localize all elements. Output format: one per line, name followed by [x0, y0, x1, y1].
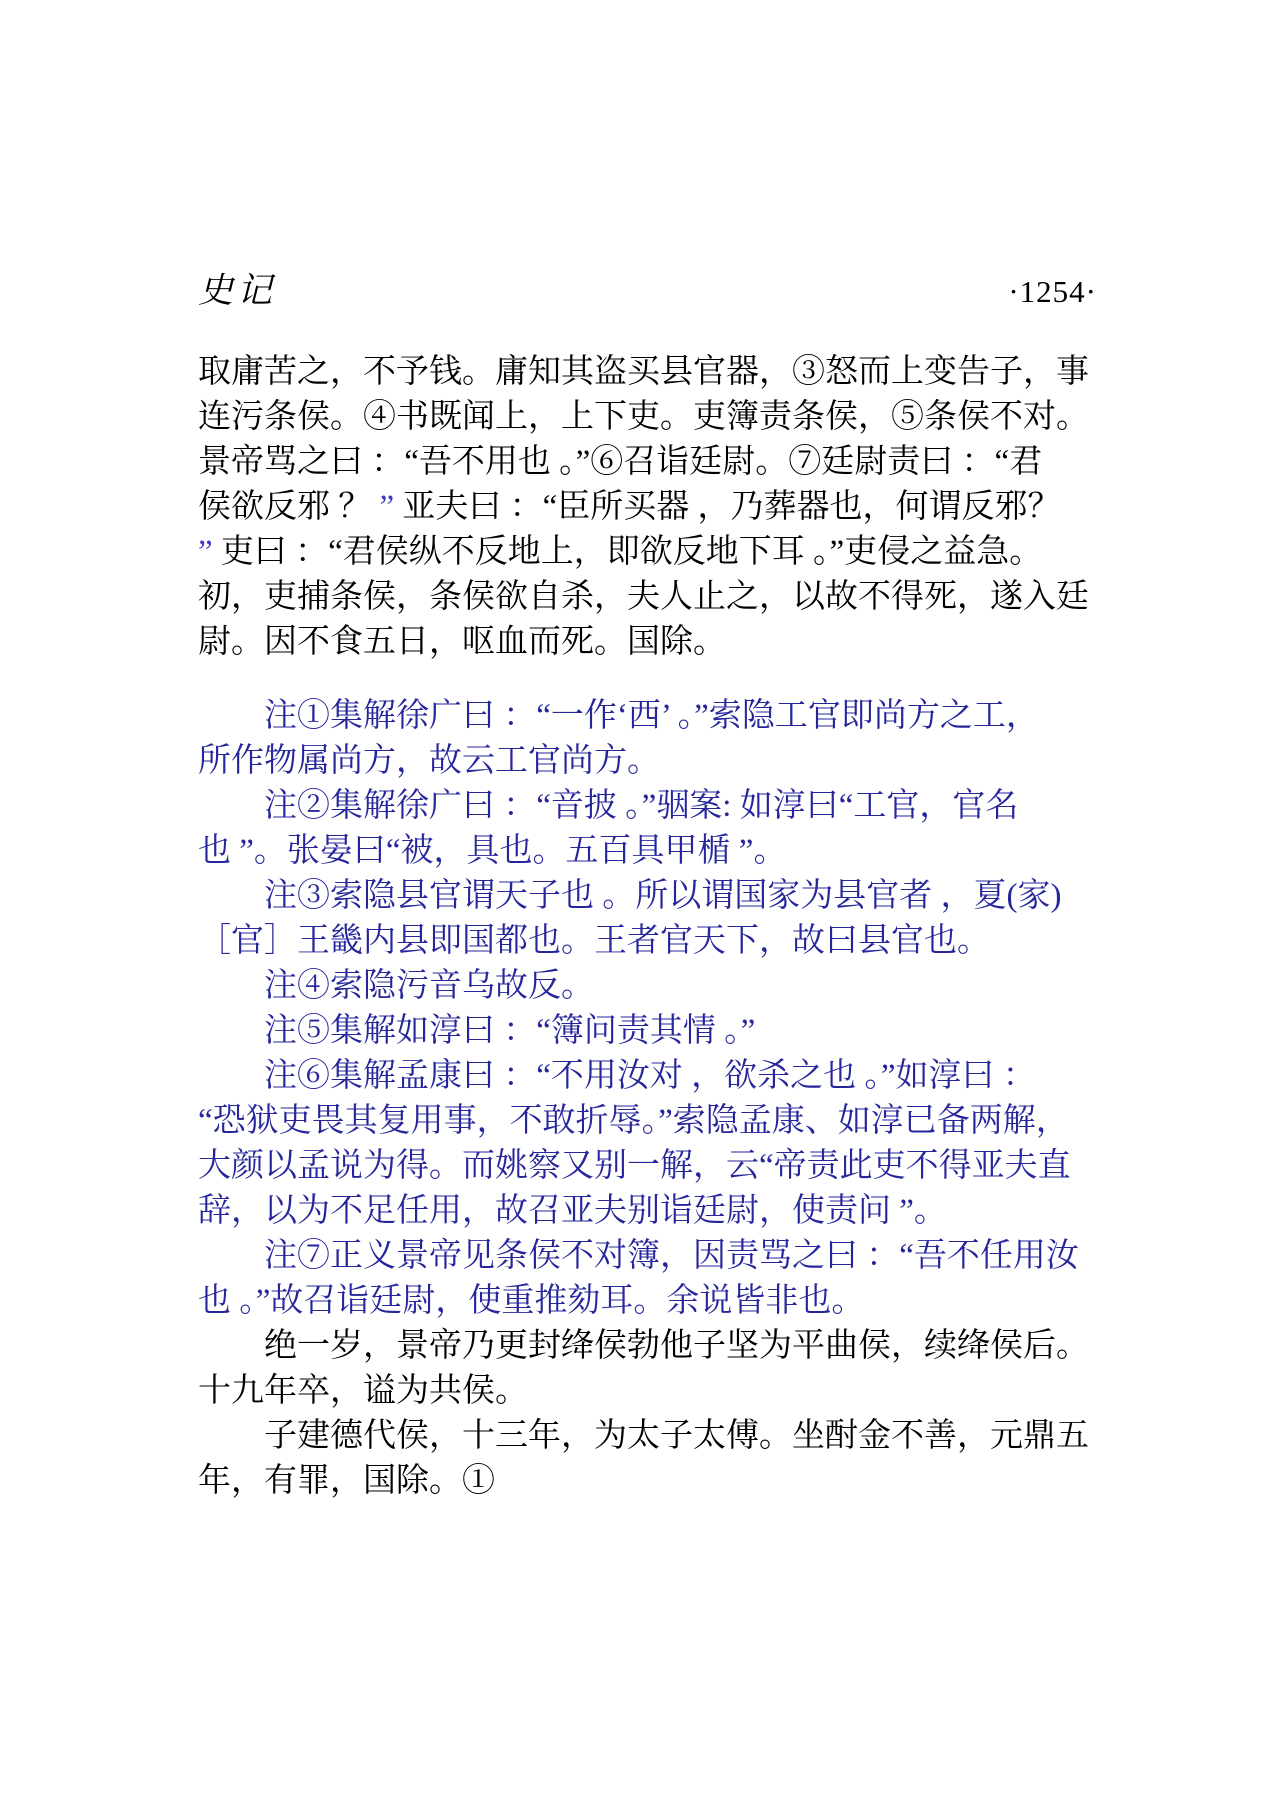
text-line: [198, 620, 1090, 665]
text-line: [198, 1099, 1090, 1144]
text-line: [198, 350, 1090, 395]
text-line: [198, 1009, 1090, 1054]
page-number: ·1254·: [1008, 274, 1097, 309]
text-segment: 注⑦正义景帝见条侯不对簿，因责骂之曰 ：“吾不任用汝: [264, 1238, 1079, 1274]
book-title: 史记: [198, 271, 277, 310]
text-segment: 取庸苦之，不予钱。庸知其盗买县官器，③怒而上变告子，事: [198, 354, 1089, 390]
text-segment: “恐狱吏畏其复用事，不敢折辱。”索隐孟康、如淳已备两解，: [198, 1103, 1069, 1139]
text-line: [198, 1144, 1090, 1189]
blue-quote-mark: ”: [379, 489, 395, 525]
text-line: [198, 1279, 1090, 1324]
text-line: [198, 1459, 1090, 1504]
text-segment: 大颜以孟说为得。而姚察又别一解，云“帝责此吏不得亚夫直: [198, 1148, 1071, 1184]
text-segment: ［官］王畿内县即国都也。王者官天下，故曰县官也。: [198, 923, 990, 959]
text-segment: 年，有罪，国除。①: [198, 1463, 495, 1499]
text-segment: 绝一岁，景帝乃更封绛侯勃他子坚为平曲侯，续绛侯后。: [264, 1328, 1089, 1364]
text-segment: 所作物属尚方，故云工官尚方。: [198, 743, 660, 779]
text-segment: 亚夫曰 ：“臣所买器 ，乃葬器也，何谓反邪？: [394, 489, 1061, 525]
text-segment: 初，吏捕条侯，条侯欲自杀，夫人止之，以故不得死，遂入廷: [198, 579, 1089, 615]
text-line: [198, 1189, 1090, 1234]
blue-quote-mark: ”: [198, 534, 213, 570]
text-line: [198, 395, 1090, 440]
text-segment: 注①集解徐广曰 ：“一作‘西’ 。”索隐工官即尚方之工，: [264, 698, 1039, 734]
text-line: [198, 530, 1090, 575]
text-segment: 侯欲反邪 ？: [198, 489, 380, 525]
text-segment: 也 ”。张晏曰“被，具也。五百具甲楯 ”。: [198, 833, 787, 869]
text-segment: 注②集解徐广曰 ：“音披 。”骃案: 如淳曰“工官，官名: [264, 788, 1019, 824]
text-line: [198, 1414, 1090, 1459]
text-segment: 也 。”故召诣廷尉，使重推劾耳。余说皆非也。: [198, 1283, 865, 1319]
text-segment: 景帝骂之曰 ：“吾不用也 。”⑥召诣廷尉。⑦廷尉责曰 ：“君: [198, 444, 1043, 480]
text-segment: 连污条侯。④书既闻上，上下吏。吏簿责条侯，⑤条侯不对。: [198, 399, 1089, 435]
text-line: [198, 784, 1090, 829]
text-segment: 子建德代侯，十三年，为太子太傅。坐酎金不善，元鼎五: [264, 1418, 1089, 1454]
annotations: [198, 694, 1090, 1324]
main-text-lower: [198, 1324, 1090, 1504]
text-line: [198, 1054, 1090, 1099]
text-line: [198, 1234, 1090, 1279]
text-segment: 注③索隐县官谓天子也 。所以谓国家为县官者 ，夏(家): [264, 878, 1062, 914]
text-line: [198, 874, 1090, 919]
text-segment: 注⑤集解如淳曰 ：“簿问责其情 。”: [264, 1013, 756, 1049]
page-content: [198, 350, 1090, 1504]
text-line: [198, 1324, 1090, 1369]
main-text-upper: [198, 350, 1090, 665]
text-segment: 辞，以为不足任用，故召亚夫别诣廷尉，使责问 ”。: [198, 1193, 947, 1229]
text-line: [198, 575, 1090, 620]
text-segment: 注④索隐污音乌故反。: [264, 968, 594, 1004]
text-segment: 注⑥集解孟康曰 ：“不用汝对 ，欲杀之也 。”如淳曰 ：: [264, 1058, 1036, 1094]
text-segment: 尉。因不食五日，呕血而死。国除。: [198, 624, 726, 660]
text-line: [198, 739, 1090, 784]
text-line: [198, 919, 1090, 964]
text-line: [198, 829, 1090, 874]
text-line: [198, 1369, 1090, 1414]
page-header: [198, 263, 1097, 313]
text-segment: 吏曰 ：“君侯纵不反地上，即欲反地下耳 。”吏侵之益急。: [212, 534, 1043, 570]
text-line: [198, 964, 1090, 1009]
text-line: [198, 694, 1090, 739]
text-line: [198, 485, 1090, 530]
text-line: [198, 440, 1090, 485]
text-segment: 十九年卒，谥为共侯。: [198, 1373, 528, 1409]
